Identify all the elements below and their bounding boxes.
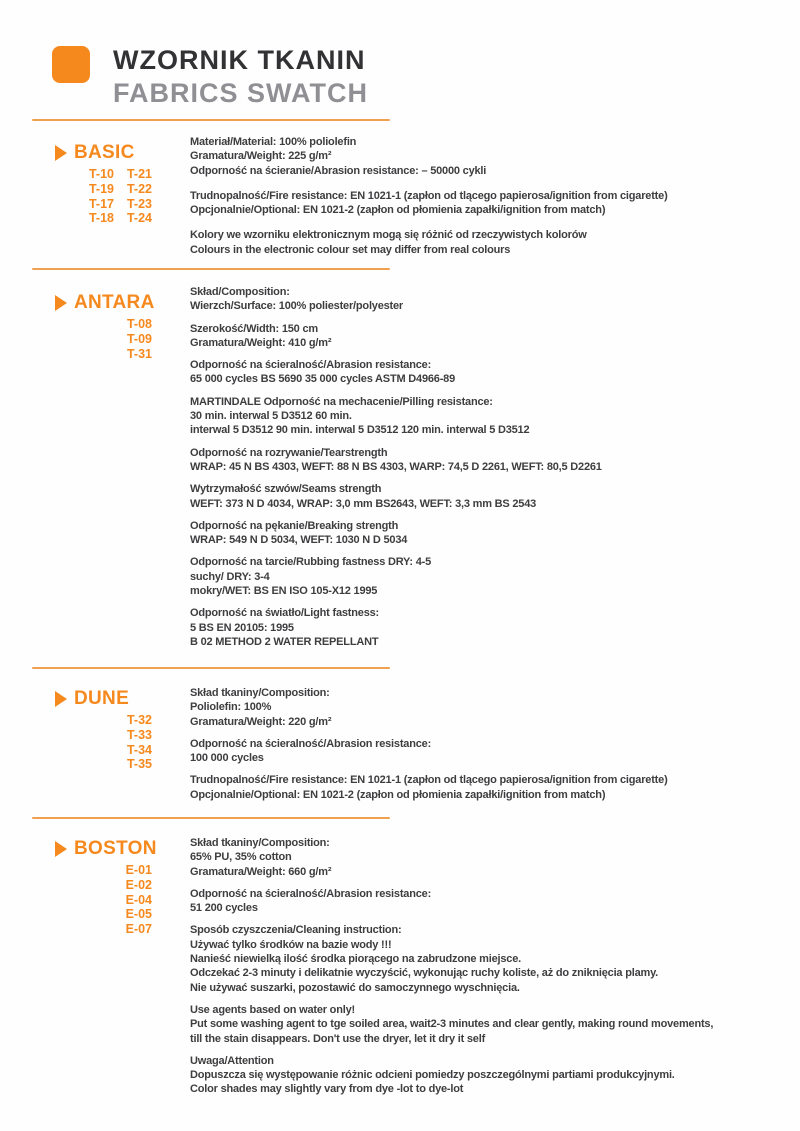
spec-paragraph [190,358,790,387]
spec-paragraph [190,519,790,548]
code-row [52,757,152,772]
fabric-code: T-35 [126,757,152,772]
fabric-code: T-24 [126,211,152,226]
triangle-bullet-icon [55,295,67,311]
spec-line: 5 BS EN 20105: 1995 [190,621,294,634]
spec-line: Odporność na ścieralność/Abrasion resistance: [190,737,432,750]
spec-line: Odporność na ścieralność/Abrasion resistance: [190,359,432,372]
spec-line: Color shades may slightly vary from dye -lot to dye-lot [190,1083,464,1096]
spec-line: WEFT: 373 N D 4034, WRAP: 3,0 mm BS2643, WEFT: 3,3 mm BS 2543 [190,497,537,510]
spec-paragraph [190,1003,790,1046]
section-name: ANTARA [74,292,155,313]
section-name: BOSTON [74,838,157,859]
spec-paragraph [190,135,790,178]
section-boston-left [52,836,157,937]
spec-line: Skład/Composition: [190,286,290,298]
spec-line: till the stain disappears. Don't use the dryer, let it dry it self [190,1032,486,1045]
spec-line: Skład tkaniny/Composition: [190,687,330,699]
fabric-code: T-09 [126,331,152,346]
code-row [52,863,152,878]
spec-line: Szerokość/Width: 150 cm [190,322,318,335]
triangle-bullet-icon [55,145,67,161]
spec-line: suchy/ DRY: 3-4 [190,570,270,583]
fabric-code: E-07 [125,922,152,937]
section-basic-heading [52,142,152,164]
spec-line: 100 000 cycles [190,752,264,765]
spec-line: Dopuszcza się występowanie różnic odcieni pomiedzy poszczególnymi partiami produkcyjnymi. [190,1069,675,1082]
fabric-code: E-02 [125,877,152,892]
page-subtitle: FABRICS SWATCH [113,78,368,108]
spec-line: Put some washing agent to tge soiled area, wait2-3 minutes and clear gently, making round movements, [190,1018,714,1031]
fabric-code: E-05 [125,907,152,922]
spec-line: WRAP: 549 N D 5034, WEFT: 1030 N D 5034 [190,534,408,547]
fabric-code: T-19 [88,181,114,196]
fabric-code: E-01 [125,863,152,877]
spec-paragraph [190,482,790,511]
section-name: DUNE [74,688,130,709]
document-header [52,44,368,110]
spec-paragraph [190,285,790,314]
spec-line: Opcjonalnie/Optional: EN 1021-2 (zapłon od płomienia zapałki/ignition from match) [190,788,606,801]
spec-line: 51 200 cycles [190,902,258,915]
spec-line: Używać tylko środków na bazie wody !!! [190,938,392,951]
spec-paragraph [190,737,790,766]
section-dune-left [52,686,152,772]
fabric-code: T-32 [126,713,152,727]
code-row [52,211,152,226]
spec-line: Sposób czyszczenia/Cleaning instruction: [190,924,402,937]
spec-paragraph [190,773,790,802]
fabric-code: T-18 [88,211,114,226]
section-boston [0,836,800,1097]
spec-line: Wierzch/Surface: 100% poliester/polyester [190,300,404,313]
section-basic-left [52,135,152,226]
section-basic-specs [190,135,790,268]
spec-line: Gramatura/Weight: 220 g/m² [190,715,332,728]
divider [32,667,390,669]
spec-line: Uwaga/Attention [190,1054,274,1067]
spec-paragraph [190,1054,790,1097]
fabric-code: T-10 [88,167,114,181]
fabric-code-list [52,317,152,361]
section-antara-heading [52,292,155,314]
spec-line: Gramatura/Weight: 225 g/m² [190,150,332,163]
code-row [52,922,152,937]
code-row [52,182,152,197]
spec-line: Opcjonalnie/Optional: EN 1021-2 (zapłon od płomienia zapałki/ignition from match) [190,204,606,217]
section-dune-heading [52,688,152,710]
spec-paragraph [190,322,790,351]
spec-line: Poliolefin: 100% [190,701,272,714]
section-antara [0,285,800,649]
spec-line: Nanieść niewielką ilość środka piorącego na zabrudzone miejsce. [190,953,521,966]
spec-line: Odporność na tarcie/Rubbing fastness DRY: 4-5 [190,556,431,569]
fabric-code: E-04 [125,892,152,907]
spec-line: 65% PU, 35% cotton [190,851,292,864]
fabric-code: T-17 [88,196,114,211]
spec-line: Materiał/Material: 100% poliolefin [190,136,357,148]
spec-line: 65 000 cycles BS 5690 35 000 cycles ASTM D4966-89 [190,373,455,386]
fabric-code-list [52,167,152,226]
spec-line: Colours in the electronic colour set may differ from real colours [190,243,511,256]
spec-line: Wytrzymałość szwów/Seams strength [190,483,382,496]
spec-paragraph [190,923,790,994]
title-block [113,44,368,110]
section-dune [0,686,800,802]
spec-paragraph [190,228,790,257]
spec-paragraph [190,606,790,649]
spec-line: mokry/WET: BS EN ISO 105-X12 1995 [190,585,378,598]
spec-paragraph [190,189,790,218]
fabric-code: T-08 [126,317,152,331]
fabric-code-list [52,863,152,937]
spec-line: Odporność na ścieralność/Abrasion resistance: [190,887,432,900]
spec-line: Odporność na pękanie/Breaking strength [190,519,399,532]
spec-line: 30 min. interwal 5 D3512 60 min. [190,410,352,423]
code-row [52,332,152,347]
spec-line: MARTINDALE Odporność na mechacenie/Pilling resistance: [190,395,493,408]
spec-line: interwal 5 D3512 90 min. interwal 5 D3512 120 min. interwal 5 D3512 [190,424,530,437]
code-row [52,878,152,893]
section-antara-specs [190,285,790,649]
fabric-code: T-21 [126,167,152,181]
divider [32,119,390,121]
code-row [52,893,152,908]
divider [32,817,390,819]
spec-paragraph [190,446,790,475]
section-antara-left [52,285,155,361]
section-basic [0,135,800,268]
spec-paragraph [190,686,790,729]
fabric-code: T-22 [126,181,152,196]
spec-line: Odporność na ścieranie/Abrasion resistance: – 50000 cykli [190,164,487,177]
spec-line: Use agents based on water only! [190,1003,355,1016]
code-row [52,197,152,212]
triangle-bullet-icon [55,691,67,707]
code-row [52,167,152,182]
spec-line: Odporność na światło/Light fastness: [190,607,379,620]
spec-line: Gramatura/Weight: 410 g/m² [190,336,332,349]
spec-line: B 02 METHOD 2 WATER REPELLANT [190,635,379,648]
spec-paragraph [190,836,790,879]
section-name: BASIC [74,142,135,163]
code-row [52,347,152,362]
spec-paragraph [190,887,790,916]
triangle-bullet-icon [55,841,67,857]
fabric-code: T-23 [126,196,152,211]
fabric-code: T-33 [126,727,152,742]
divider [32,268,390,270]
spec-line: Gramatura/Weight: 660 g/m² [190,865,332,878]
section-dune-specs [190,686,790,802]
spec-line: Skład tkaniny/Composition: [190,837,330,849]
spec-line: Trudnopalność/Fire resistance: EN 1021-1 (zapłon od tlącego papierosa/ignition from cigarette) [190,189,668,202]
fabric-code: T-34 [126,742,152,757]
spec-line: Odczekać 2-3 minuty i delikatnie wyczyścić, wykonując ruchy koliste, aż do zniknięcia plamy. [190,967,659,980]
fabric-code-list [52,713,152,772]
spec-paragraph [190,395,790,438]
section-boston-heading [52,838,157,860]
spec-line: Nie używać suszarki, pozostawić do samoczynnego wyschnięcia. [190,981,520,994]
code-row [52,728,152,743]
spec-line: WRAP: 45 N BS 4303, WEFT: 88 N BS 4303, WARP: 74,5 D 2261, WEFT: 80,5 D2261 [190,460,602,473]
spec-line: Trudnopalność/Fire resistance: EN 1021-1 (zapłon od tlącego papierosa/ignition from cigarette) [190,774,668,787]
spec-paragraph [190,555,790,598]
code-row [52,317,152,332]
section-boston-specs [190,836,790,1097]
spec-line: Odporność na rozrywanie/Tearstrength [190,446,388,459]
fabric-code: T-31 [126,346,152,361]
code-row [52,743,152,758]
code-row [52,713,152,728]
spec-line: Kolory we wzorniku elektronicznym mogą się różnić od rzeczywistych kolorów [190,229,587,242]
code-row [52,907,152,922]
logo-square-icon [52,46,90,83]
page-title: WZORNIK TKANIN [113,45,366,75]
